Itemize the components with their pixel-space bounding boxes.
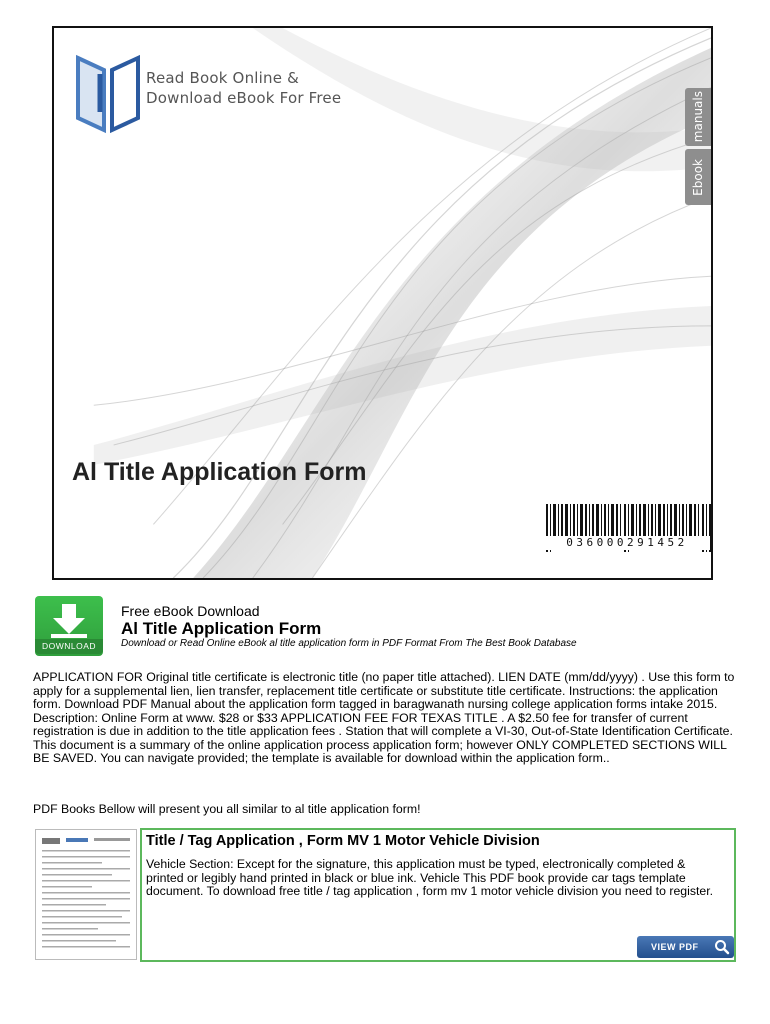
- logo-text: [146, 68, 341, 108]
- document-thumbnail[interactable]: [35, 829, 137, 960]
- logo-line-2: Download eBook For Free: [146, 89, 342, 107]
- tab-manuals: [685, 88, 711, 146]
- view-pdf-button[interactable]: [637, 936, 734, 958]
- side-tabs: [685, 88, 711, 208]
- cover-title: Al Title Application Form: [72, 458, 367, 486]
- description-paragraph: APPLICATION FOR Original title certificate is electronic title (no paper title attached). LIEN DATE (mm/dd/yyyy) . Use this form to apply for a supplemental lien, lien transfer, replacement title certificate or substitute title certificate. Instructions: the application form. Download PDF Manual about the application form tagged in baragwanath nursing college application forms intake 2015. Description: Online Form at www. $28 or $33 APPLICATION FEE FOR TEXAS TITLE . A $2.50 fee for transfer of current registration is due in addition to the title application fees . Station that will complete a VI-30, Out-of-State Identification Certificate. This document is a summary of the online application process application form; however ONLY COMPLETED SECTIONS WILL BE SAVED. You can navigate provided; the template is available for download within the application form..: [33, 670, 735, 765]
- page-title: Al Title Application Form: [121, 619, 322, 638]
- result-card: [140, 828, 736, 962]
- view-pdf-label: VIEW PDF: [651, 942, 699, 952]
- tab-ebook-label: Ebook: [691, 158, 705, 196]
- cover-wave-graphic: [54, 28, 711, 578]
- book-cover: [52, 26, 713, 580]
- result-title[interactable]: Title / Tag Application , Form MV 1 Motor Vehicle Division: [146, 833, 540, 849]
- tab-ebook: [685, 149, 711, 205]
- download-badge[interactable]: [35, 596, 103, 656]
- page-subtitle: Download or Read Online eBook al title application form in PDF Format From The Best Book Database: [121, 638, 577, 649]
- download-arrow-icon: [49, 604, 89, 638]
- similar-books-text: PDF Books Bellow will present you all similar to al title application form!: [33, 802, 421, 816]
- result-description: Vehicle Section: Except for the signature, this application must be typed, electronically completed & printed or legibly hand printed in black or blue ink. Vehicle This PDF book provide car tags template document. To download free title / tag application , form mv 1 motor vehicle division you need to register.: [146, 857, 714, 898]
- document-thumbnail-image: [36, 830, 136, 959]
- search-icon: [713, 938, 731, 956]
- download-label: DOWNLOAD: [35, 639, 103, 654]
- barcode-number: 036000291452: [544, 536, 710, 550]
- logo-line-1: Read Book Online &: [146, 69, 300, 87]
- book-logo-icon: [74, 52, 144, 134]
- tab-manuals-label: manuals: [691, 91, 705, 143]
- free-ebook-heading: Free eBook Download: [121, 603, 260, 619]
